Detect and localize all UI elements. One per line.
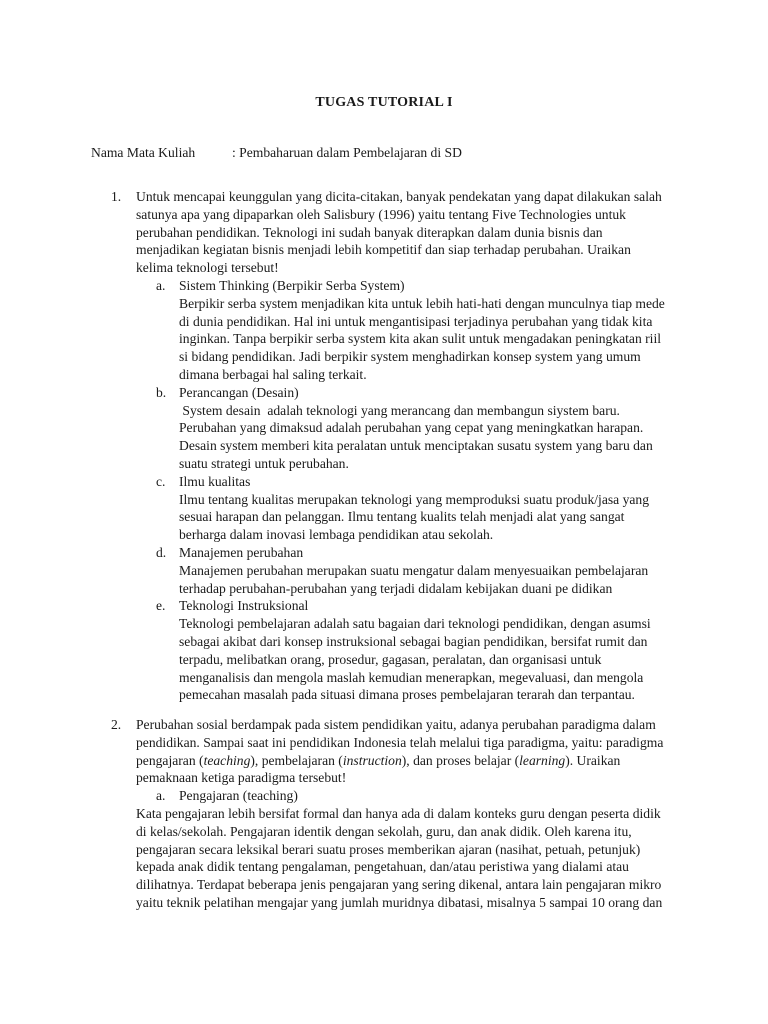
question-1 bbox=[111, 188, 679, 704]
text-line: pengajaran secara leksikal berari suatu proses memberikan ajaran (nasihat, petuah, petunjuk) bbox=[136, 841, 641, 857]
sub-item-body bbox=[179, 295, 679, 384]
sub-item-body bbox=[179, 615, 679, 704]
sub-item-letter: a. bbox=[156, 788, 166, 804]
text-line: kelima teknologi tersebut! bbox=[136, 260, 279, 276]
course-value: : Pembaharuan dalam Pembelajaran di SD bbox=[232, 145, 462, 160]
text-line: menjadikan kegiatan bisnis menjadi lebih kompetitif dan siap terhadap perubahan. Uraikan bbox=[136, 242, 631, 258]
sub-item-d bbox=[156, 544, 676, 597]
text-line: dimana berbagai hal saling terkait. bbox=[179, 366, 367, 382]
text-line: pemaknaan ketiga paradigma tersebut! bbox=[136, 770, 347, 786]
text-line: Kata pengajaran lebih bersifat formal dan hanya ada di dalam konteks guru dengan peserta didik bbox=[136, 805, 661, 821]
text-line: menganalisis dan mengola maslah kemudian menerapkan, megevaluasi, dan mengola bbox=[179, 669, 644, 685]
sub-item-title: Teknologi Instruksional bbox=[179, 598, 309, 614]
text-line: terpadu, melibatkan orang, prosedur, gagasan, peralatan, dan organisasi untuk bbox=[179, 651, 602, 667]
sub-item-title: Manajemen perubahan bbox=[179, 544, 304, 560]
text-line: di kelas/sekolah. Pengajaran identik dengan sekolah, guru, dan anak didik. Oleh karena itu, bbox=[136, 823, 632, 839]
text-line: Berpikir serba system menjadikan kita untuk lebih hati-hati dengan munculnya tiap mede bbox=[179, 295, 665, 311]
text-line: Manajemen perubahan merupakan suatu mengatur dalam menyesuaikan pembelajaran bbox=[179, 562, 649, 578]
question-number: 1. bbox=[111, 189, 122, 204]
sub-item-c bbox=[156, 473, 676, 544]
text-segment: ), dan proses belajar ( bbox=[401, 752, 520, 768]
sub-item-a bbox=[156, 277, 676, 384]
text-line: perubahan pendidikan. Teknologi ini sudah banyak diterapkan dalam dunia bisnis dan bbox=[136, 224, 603, 240]
sub-item-letter: a. bbox=[156, 277, 166, 293]
term-teaching: teaching bbox=[203, 752, 251, 768]
sub-item-title: Ilmu kualitas bbox=[179, 473, 251, 489]
question-number: 2. bbox=[111, 717, 122, 732]
text-line: satunya apa yang dipaparkan oleh Salisbury (1996) yaitu tentang Five Technologies untuk bbox=[136, 206, 626, 222]
text-segment: pengajaran ( bbox=[136, 752, 204, 768]
text-line: Desain system memberi kita peralatan untuk menciptakan susatu system yang baru dan bbox=[179, 438, 653, 454]
text-segment: ). Uraikan bbox=[565, 752, 621, 768]
sub-item-body bbox=[179, 402, 679, 473]
text-line: Teknologi pembelajaran adalah satu bagaian dari teknologi pendidikan, dengan asumsi bbox=[179, 616, 651, 632]
text-line: pemecahan masalah pada situasi dimana proses pembelajaran terarah dan terpantau. bbox=[179, 687, 635, 703]
text-line: sesuai harapan dan pelanggan. Ilmu tentang kualits telah menjadi alat yang sangat bbox=[179, 509, 625, 525]
sub-item-body bbox=[179, 562, 679, 598]
sub-item-title: Sistem Thinking (Berpikir Serba System) bbox=[179, 277, 405, 293]
text-line bbox=[136, 752, 676, 770]
text-line: pendidikan. Sampai saat ini pendidikan Indonesia telah melalui tiga paradigma, yaitu: paradigma bbox=[136, 734, 664, 750]
sub-item-letter: d. bbox=[156, 544, 167, 560]
text-line: di dunia pendidikan. Hal ini untuk mengantisipasi terjadinya perubahan yang tidak kita bbox=[179, 313, 653, 329]
text-line: inginkan. Tanpa berpikir serba system kita akan sulit untuk mengadakan peningkatan riil bbox=[179, 331, 662, 347]
sub-item-body bbox=[136, 805, 681, 912]
page-title: TUGAS TUTORIAL I bbox=[315, 95, 453, 110]
sub-item-a bbox=[136, 787, 676, 912]
sub-item-letter: c. bbox=[156, 473, 166, 489]
question-text bbox=[136, 716, 676, 912]
sub-item-body bbox=[179, 491, 679, 544]
text-line: Untuk mencapai keunggulan yang dicita-citakan, banyak pendekatan yang dapat dilakukan salah bbox=[136, 189, 662, 204]
sub-item-letter: b. bbox=[156, 384, 167, 400]
text-line: Ilmu tentang kualitas merupakan teknologi yang memproduksi suatu produk/jasa yang bbox=[179, 491, 650, 507]
text-line: berharga dalam inovasi lembaga pendidikan atau sekolah. bbox=[179, 527, 494, 543]
course-name-row bbox=[91, 144, 691, 162]
sub-item-title: Pengajaran (teaching) bbox=[179, 788, 298, 804]
text-line: si bidang pendidikan. Jadi berpikir system menghadirkan konsep system yang umum bbox=[179, 349, 641, 365]
text-line: yaitu teknik pelatihan mengajar yang jumlah muridnya dibatasi, misalnya 5 sampai 10 orang dan bbox=[136, 894, 663, 910]
text-line: Perubahan sosial berdampak pada sistem pendidikan yaitu, adanya perubahan paradigma dalam bbox=[136, 717, 656, 732]
question-text bbox=[136, 188, 676, 704]
sub-item-b bbox=[156, 384, 676, 473]
text-line: System desain adalah teknologi yang merancang dan membangun siystem baru. bbox=[179, 402, 620, 418]
text-line: dilihatnya. Terdapat beberapa jenis pengajaran yang sering dikenal, antara lain pengajaran mikro bbox=[136, 877, 662, 893]
text-line: sebagai akibat dari konsep instruksional sebagai bagian pendidikan, bersifat rumit dan bbox=[179, 633, 648, 649]
course-label: Nama Mata Kuliah bbox=[91, 145, 196, 160]
text-line: suatu strategi untuk perubahan. bbox=[179, 455, 349, 471]
question-2 bbox=[111, 716, 679, 912]
text-line: terhadap perubahan-perubahan yang terjadi didalam kebijakan duani pe didikan bbox=[179, 580, 613, 596]
term-instruction: instruction bbox=[342, 752, 402, 768]
text-line: Perubahan yang dimaksud adalah perubahan yang cepat yang meningkatkan harapan. bbox=[179, 420, 644, 436]
text-segment: ), pembelajaran ( bbox=[250, 752, 343, 768]
sub-item-letter: e. bbox=[156, 598, 166, 614]
sub-item-e bbox=[156, 597, 676, 704]
text-line: kepada anak didik tentang pengalaman, pengetahuan, dan/atau peristiwa yang dialami atau bbox=[136, 859, 629, 875]
term-learning: learning bbox=[519, 752, 566, 768]
sub-item-title: Perancangan (Desain) bbox=[179, 384, 299, 400]
